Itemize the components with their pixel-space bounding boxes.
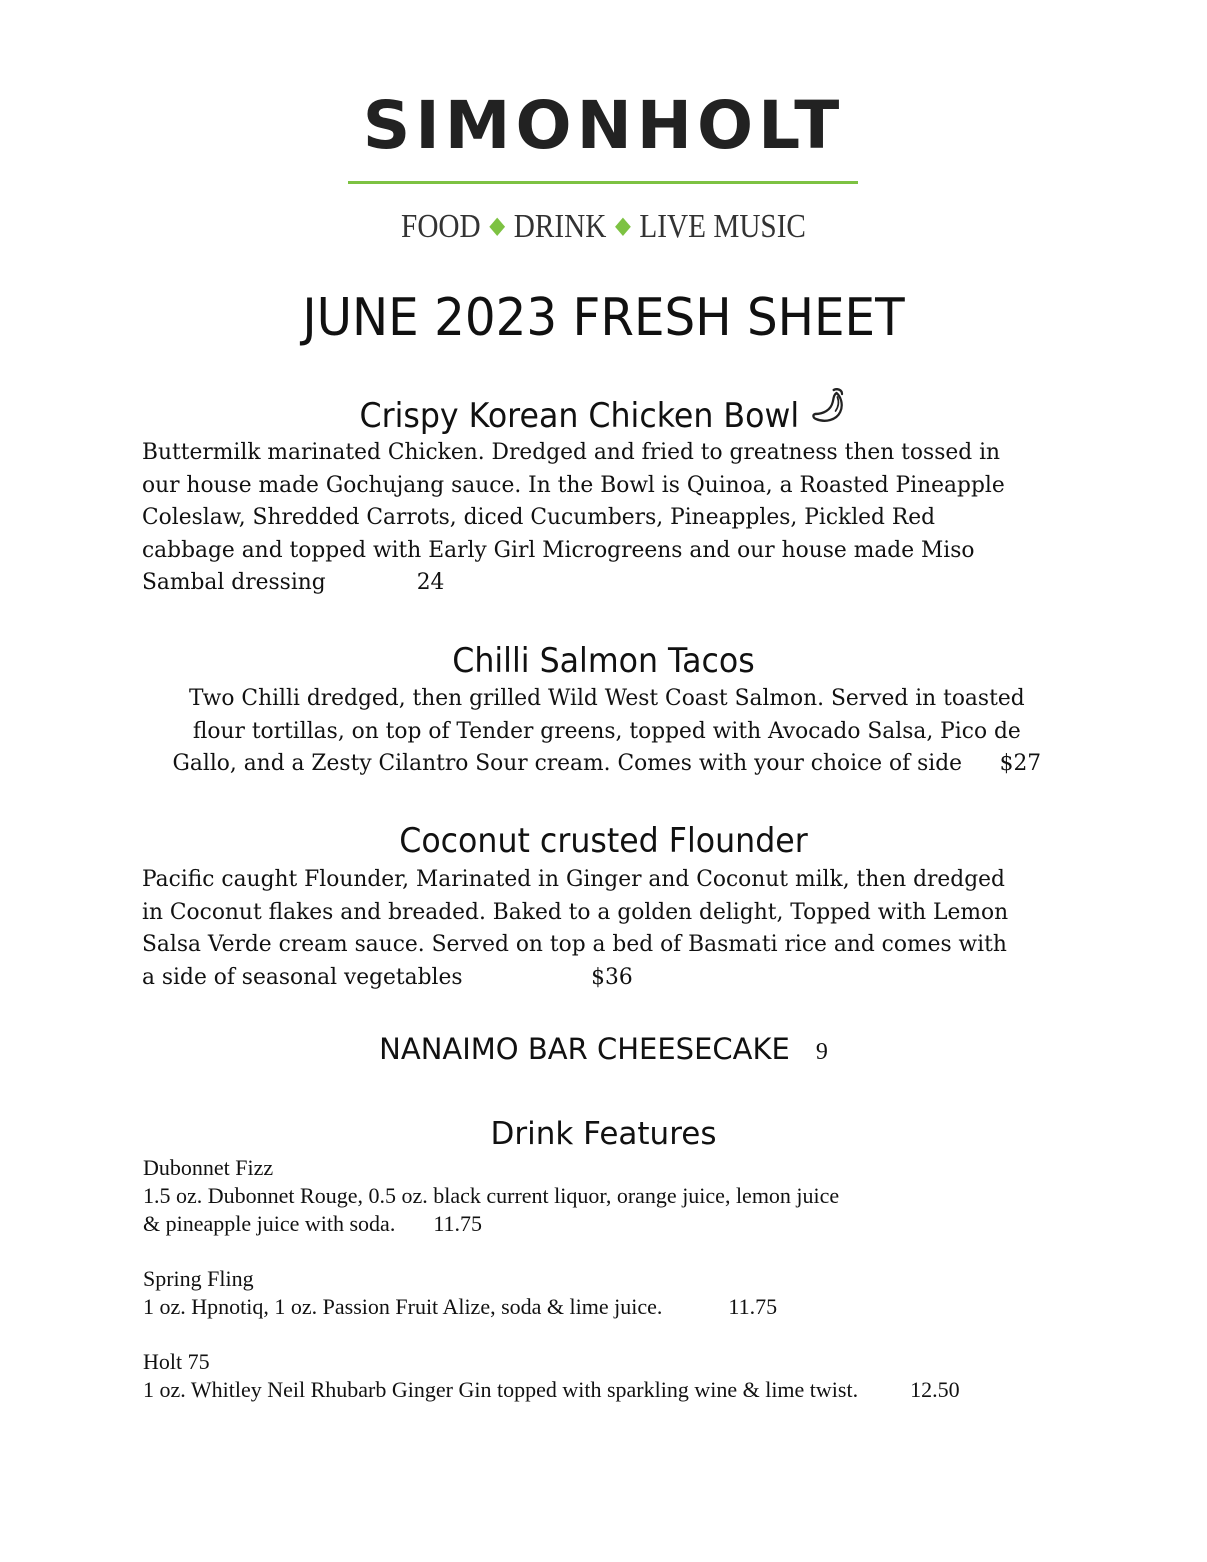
drink-features-heading: Drink Features [490, 1116, 717, 1152]
description-line: Two Chilli dredged, then grilled Wild West Coast Salmon. Served in toasted [189, 686, 1025, 711]
description-line: Pacific caught Flounder, Marinated in Ginger and Coconut milk, then dredged [142, 867, 1005, 892]
dessert-price: 9 [815, 1039, 828, 1065]
dish-description [142, 864, 1072, 994]
description-line: Sambal dressing 24 [142, 570, 445, 595]
drink-item-spring-fling [143, 1265, 777, 1321]
drink-item-holt-75 [143, 1348, 960, 1404]
diamond-icon: ◆ [489, 213, 506, 239]
page-title: JUNE 2023 FRESH SHEET [302, 288, 905, 348]
dish-description [142, 437, 1072, 600]
logo-wordmark: SIMONHOLT [362, 87, 845, 164]
description-line: a side of seasonal vegetables $36 [142, 964, 633, 990]
drink-description-line: & pineapple juice with soda. 11.75 [143, 1211, 483, 1236]
drink-name: Holt 75 [143, 1349, 210, 1374]
diamond-icon: ◆ [614, 213, 631, 239]
description-line: Buttermilk marinated Chicken. Dredged and fried to greatness then tossed in [142, 440, 1001, 465]
description-line: Gallo, and a Zesty Cilantro Sour cream. Comes with your choice of side $27 [172, 751, 1042, 776]
tagline [84, 205, 1122, 252]
drink-name: Spring Fling [143, 1266, 254, 1291]
tagline-food: FOOD [401, 208, 481, 245]
drink-price: 12.50 [910, 1377, 960, 1402]
description-line: flour tortillas, on top of Tender greens, topped with Avocado Salsa, Pico de [192, 718, 1021, 744]
dish-price: 24 [416, 570, 445, 595]
description-line: our house made Gochujang sauce. In the Bowl is Quinoa, a Roasted Pineapple [142, 472, 1005, 498]
drink-price: 11.75 [728, 1294, 778, 1319]
chili-pepper-icon [808, 384, 847, 439]
drink-description-line: 1 oz. Whitley Neil Rhubarb Ginger Gin topped with sparkling wine & lime twist. 12.50 [143, 1377, 960, 1402]
dish-name: Crispy Korean Chicken Bowl [359, 396, 800, 436]
description-line: cabbage and topped with Early Girl Microgreens and our house made Miso [142, 537, 975, 563]
drink-item-dubonnet-fizz [143, 1154, 839, 1238]
description-line: Coleslaw, Shredded Carrots, diced Cucumbers, Pineapples, Pickled Red [142, 505, 936, 530]
dish-price: $36 [591, 964, 633, 990]
drink-name: Dubonnet Fizz [143, 1155, 274, 1180]
dish-description [142, 683, 1072, 781]
tagline-live-music: LIVE MUSIC [639, 208, 806, 245]
description-line: in Coconut flakes and breaded. Baked to a golden delight, Topped with Lemon [142, 899, 1009, 925]
drink-description-line: 1.5 oz. Dubonnet Rouge, 0.5 oz. black current liquor, orange juice, lemon juice [143, 1183, 840, 1208]
dessert-feature [0, 1027, 1207, 1074]
dish-title-coconut-crusted-flounder: Coconut crusted Flounder [399, 821, 808, 861]
drink-price: 11.75 [433, 1211, 483, 1236]
dessert-name: NANAIMO BAR CHEESECAKE [379, 1032, 790, 1066]
drink-description-line: 1 oz. Hpnotiq, 1 oz. Passion Fruit Alize, soda & lime juice. 11.75 [143, 1294, 778, 1319]
description-line: Salsa Verde cream sauce. Served on top a bed of Basmati rice and comes with [142, 932, 1007, 957]
logo-divider [348, 181, 858, 184]
tagline-drink: DRINK [513, 208, 607, 245]
dish-title-chilli-salmon-tacos: Chilli Salmon Tacos [452, 641, 755, 681]
dish-price: $27 [999, 751, 1042, 776]
